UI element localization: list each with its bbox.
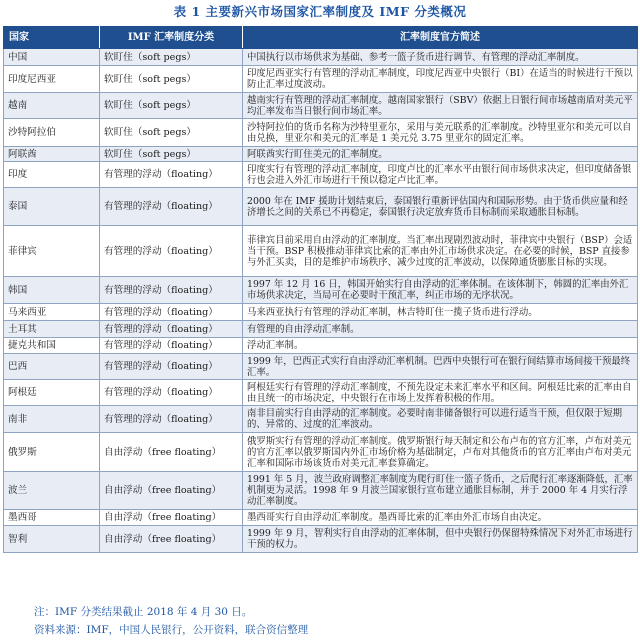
cell-description: 浮动汇率制。: [243, 338, 638, 354]
cell-imf-classification: 有管理的浮动（floating）: [100, 354, 243, 380]
table-header-row: [4, 27, 638, 49]
cell-description: 越南实行有管理的浮动汇率制度。越南国家银行（SBV）依据上日银行间市场越南盾对美元平均汇率发布当日银行间市场汇率。: [243, 93, 638, 119]
table-row: [4, 119, 638, 147]
cell-imf-classification: 软盯住（soft pegs）: [100, 93, 243, 119]
table-row: [4, 406, 638, 433]
table-title: 表 1 主要新兴市场国家汇率制度及 IMF 分类概况: [173, 4, 467, 19]
table-row: [4, 526, 638, 553]
cell-imf-classification: 有管理的浮动（floating）: [100, 162, 243, 188]
table-row: [4, 354, 638, 380]
cell-country: 韩国: [4, 277, 100, 304]
cell-description: 印度尼西亚实行有管理的浮动汇率制度，印度尼西亚中央银行（BI）在适当的时候进行干预以防止汇率过度波动。: [243, 66, 638, 93]
cell-description: 2000 年在 IMF 援助计划结束后，泰国银行重新评估国内和国际形势。由于货币供应量和经济增长之间的关系已不再稳定，泰国银行决定放弃货币目标制而采取通胀目标制。: [243, 188, 638, 226]
table-row: [4, 321, 638, 338]
cell-country: 俄罗斯: [4, 433, 100, 472]
cell-description: 中国执行以市场供求为基础、参考一篮子货币进行调节、有管理的浮动汇率制度。: [243, 49, 638, 66]
cell-country: 越南: [4, 93, 100, 119]
header-description: 汇率制度官方简述: [243, 27, 638, 49]
cell-country: 智利: [4, 526, 100, 553]
cell-country: 印度: [4, 162, 100, 188]
table-row: [4, 277, 638, 304]
cell-country: 波兰: [4, 472, 100, 510]
cell-imf-classification: 软盯住（soft pegs）: [100, 49, 243, 66]
table-row: [4, 93, 638, 119]
table-row: [4, 380, 638, 406]
table-row: [4, 433, 638, 472]
cell-description: 1991 年 5 月，波兰政府调整汇率制度为爬行盯住一篮子货币，之后爬行汇率逐渐降低，汇率机制更为灵活。1998 年 9 月波兰国家银行宣布建立通胀目标制，并于 2000 年 4 月实行浮动汇率制度。: [243, 472, 638, 510]
cell-description: 阿联酋实行盯住美元的汇率制度。: [243, 147, 638, 162]
cell-country: 捷克共和国: [4, 338, 100, 354]
table-row: [4, 472, 638, 510]
cell-description: 阿根廷实行有管理的浮动汇率制度，不预先设定未来汇率水平和区间。阿根廷比索的汇率由自由且统一的市场决定，中央银行在市场上发挥着积极的作用。: [243, 380, 638, 406]
cell-country: 墨西哥: [4, 510, 100, 526]
cell-country: 土耳其: [4, 321, 100, 338]
cell-country: 沙特阿拉伯: [4, 119, 100, 147]
cell-imf-classification: 软盯住（soft pegs）: [100, 147, 243, 162]
cell-country: 南非: [4, 406, 100, 433]
cell-country: 中国: [4, 49, 100, 66]
table-row: [4, 66, 638, 93]
cell-country: 泰国: [4, 188, 100, 226]
table-row: [4, 188, 638, 226]
cell-country: 巴西: [4, 354, 100, 380]
cell-imf-classification: 有管理的浮动（floating）: [100, 277, 243, 304]
cell-country: 阿根廷: [4, 380, 100, 406]
cell-country: 马来西亚: [4, 304, 100, 321]
note-text: 注：IMF 分类结果截止 2018 年 4 月 30 日。: [34, 606, 253, 618]
header-imf-classification: IMF 汇率制度分类: [100, 27, 243, 49]
table-row: [4, 338, 638, 354]
table-row: [4, 49, 638, 66]
cell-description: 印度实行有管理的浮动汇率制度，印度卢比的汇率水平由银行间市场供求决定，但印度储备银行也会进入外汇市场进行干预以稳定卢比汇率。: [243, 162, 638, 188]
cell-country: 菲律宾: [4, 226, 100, 277]
cell-description: 有管理的自由浮动汇率制。: [243, 321, 638, 338]
table-row: [4, 226, 638, 277]
cell-description: 马来西亚执行有管理的浮动汇率制，林吉特盯住一揽子货币进行浮动。: [243, 304, 638, 321]
notes: [34, 603, 308, 639]
table-row: [4, 147, 638, 162]
cell-description: 1997 年 12 月 16 日，韩国开始实行自由浮动的汇率体制。在该体制下，韩圆的汇率由外汇市场供求决定，当局可在必要时干预汇率，纠正市场的无序状况。: [243, 277, 638, 304]
table-row: [4, 162, 638, 188]
cell-imf-classification: 软盯住（soft pegs）: [100, 66, 243, 93]
table-row: [4, 304, 638, 321]
cell-imf-classification: 自由浮动（free floating）: [100, 510, 243, 526]
cell-imf-classification: 自由浮动（free floating）: [100, 526, 243, 553]
cell-description: 墨西哥实行自由浮动汇率制度。墨西哥比索的汇率由外汇市场自由决定。: [243, 510, 638, 526]
cell-imf-classification: 自由浮动（free floating）: [100, 472, 243, 510]
cell-imf-classification: 有管理的浮动（floating）: [100, 406, 243, 433]
cell-description: 1999 年 9 月，智利实行自由浮动的汇率体制，但中央银行仍保留特殊情况下对外汇市场进行干预的权力。: [243, 526, 638, 553]
cell-imf-classification: 软盯住（soft pegs）: [100, 119, 243, 147]
table-body: [4, 49, 638, 553]
source-text: 资料来源：IMF，中国人民银行，公开资料，联合资信整理: [34, 624, 309, 636]
cell-description: 俄罗斯实行有管理的浮动汇率制度。俄罗斯银行每天制定和公布卢布的官方汇率，卢布对美元的官方汇率以俄罗斯国内外汇市场价格为基础制定，卢布对其他货币的官方汇率由卢布对美元汇率和国际市场该货币对美元汇率套算确定。: [243, 433, 638, 472]
cell-imf-classification: 有管理的浮动（floating）: [100, 304, 243, 321]
table-row: [4, 510, 638, 526]
cell-country: 阿联酋: [4, 147, 100, 162]
cell-imf-classification: 有管理的浮动（floating）: [100, 338, 243, 354]
cell-description: 沙特阿拉伯的货币名称为沙特里亚尔，采用与美元联系的汇率制度。沙特里亚尔和美元可以自由兑换，里亚尔和美元的汇率是 1 美元兑 3.75 里亚尔的固定汇率。: [243, 119, 638, 147]
exchange-rate-table: [3, 26, 638, 553]
cell-imf-classification: 有管理的浮动（floating）: [100, 321, 243, 338]
cell-imf-classification: 有管理的浮动（floating）: [100, 226, 243, 277]
cell-description: 1999 年，巴西正式实行自由浮动汇率机制。巴西中央银行可在银行间结算市场间接干预最终汇率。: [243, 354, 638, 380]
cell-imf-classification: 自由浮动（free floating）: [100, 433, 243, 472]
cell-imf-classification: 有管理的浮动（floating）: [100, 380, 243, 406]
header-country: 国家: [4, 27, 100, 49]
cell-country: 印度尼西亚: [4, 66, 100, 93]
cell-imf-classification: 有管理的浮动（floating）: [100, 188, 243, 226]
cell-description: 南非目前实行自由浮动的汇率制度。必要时南非储备银行可以进行适当干预，但仅限于短期的、异常的、过度的汇率波动。: [243, 406, 638, 433]
cell-description: 菲律宾目前采用自由浮动的汇率制度。当汇率出现剧烈波动时，菲律宾中央银行（BSP）会适当干预。BSP 积极推动菲律宾比索的汇率由外汇市场供求决定。在必要的时候，BSP 直接参与外汇买卖，目的是维护市场秩序、减少过度的汇率波动，以保障通货膨胀目标的实现。: [243, 226, 638, 277]
